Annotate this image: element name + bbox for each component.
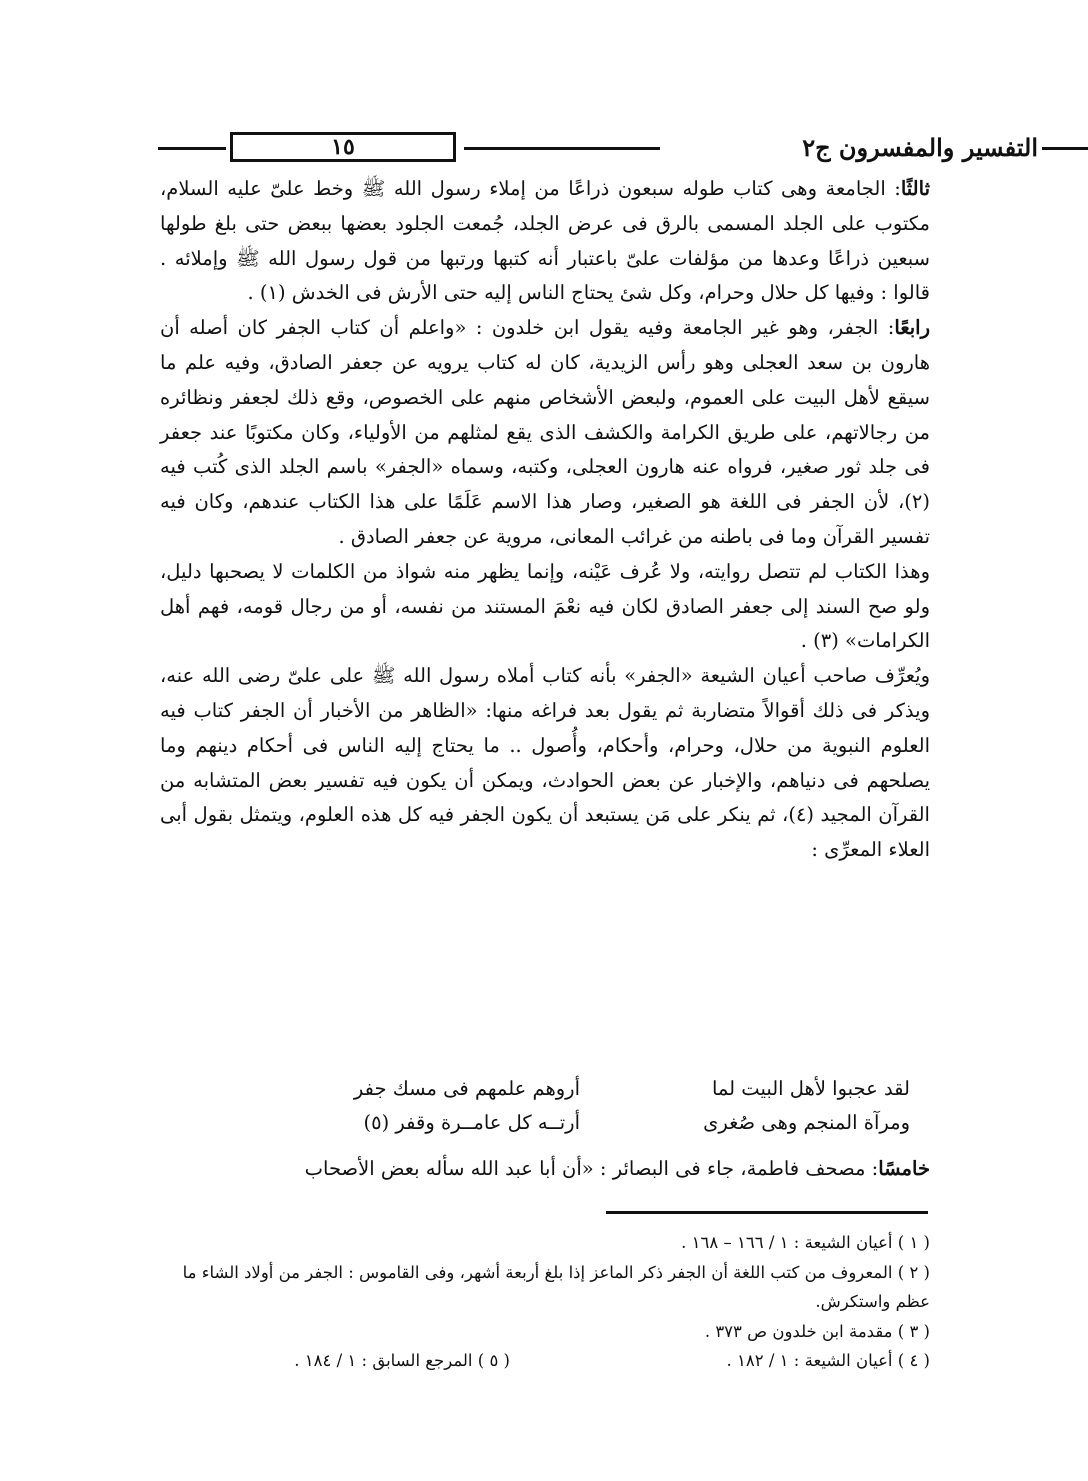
paragraph-fourth — [160, 311, 930, 555]
paragraph-text: : مصحف فاطمة، جاء فى البصائر : «أن أبا عبد الله سأله بعض الأصحاب — [304, 1157, 879, 1180]
verse-second-hemistich: أروهم علمهم فى مسك جفر — [353, 1077, 580, 1100]
footnote-4: ( ٤ ) أعيان الشيعة : ١ / ١٨٢ . — [726, 1351, 930, 1370]
footnote-row — [160, 1317, 930, 1347]
verse-second-hemistich: أرتــه كل عامــرة وقفر (٥) — [363, 1111, 580, 1134]
footnote-1: ( ١ ) أعيان الشيعة : ١ / ١٦٦ – ١٦٨ . — [681, 1233, 930, 1252]
header-rule-right — [1042, 147, 1088, 150]
running-title: التفسير والمفسرون ج٢ — [802, 133, 1038, 162]
paragraph-text: : الجامعة وهى كتاب طوله سبعون ذراعًا من إملاء رسول الله ﷺ وخط علىّ عليه السلام، مكتوب على الجلد المسمى بالرق فى عرض الجلد، جُمعت الجلود بعضها ببعض حتى بلغ طولها سبعين ذراعًا وعدها من مؤلفات علىّ باعتبار أنه كتبها ورتبها من قول رسول الله ﷺ وإملائه . قالوا : وفيها كل حلال وحرام، وكل شئ يحتاج الناس إليه حتى الأرش فى الخدش (١) . — [160, 177, 930, 305]
footnote-2: ( ٢ ) المعروف من كتب اللغة أن الجفر ذكر الماعز إذا بلغ أربعة أشهر، وفى القاموس : الجفر من أولاد الشاء ما عظم واستكرش. — [182, 1262, 930, 1311]
header-rule-middle — [464, 147, 660, 150]
poem — [270, 1072, 910, 1140]
verse-first-hemistich: ومرآة المنجم وهى صُغرى — [703, 1111, 910, 1134]
closing-paragraph — [160, 1152, 930, 1186]
header-rule-left — [158, 147, 226, 150]
paragraph-text: وهذا الكتاب لم تتصل روايته، ولا عُرف عَيْنه، وإنما يظهر منه شواذ من الكلمات لا يصحبها دليل، ولو صح السند إلى جعفر الصادق لكان فيه نعْمَ المستند من نفسه، أو من رجال قومه، فهم أهل الكرامات» (٣) . — [160, 559, 930, 653]
paragraph-text: ويُعرِّف صاحب أعيان الشيعة «الجفر» بأنه كتاب أملاه رسول الله ﷺ على علىّ رضى الله عنه، ويذكر فى ذلك أقوالاً متضاربة ثم يقول بعد فراغه منها: «الظاهر من الأخبار أن الجفر كتاب فيه العلوم النبوية من حلال، وحرام، وأحكام، وأُصول .. ما يحتاج إليه الناس فى أحكام دينهم وما يصلحهم فى دنياهم، والإخبار عن بعض الحوادث، ويمكن أن يكون فيه تفسير بعض المتشابه من القرآن المجيد (٤)، ثم ينكر على مَن يستبعد أن يكون الجفر فيه كل هذه العلوم، ويتمثل بقول أبى العلاء المعرِّى : — [160, 664, 930, 862]
paragraph-text: : الجفر، وهو غير الجامعة وفيه يقول ابن خلدون : «واعلم أن كتاب الجفر كان أصله أن هارون بن سعد العجلى وهو رأس الزيدية، كان له كتاب يرويه عن جعفر الصادق، وفيه علم ما سيقع لأهل البيت على العموم، ولبعض الأشخاص منهم على الخصوص، وقع ذلك لجعفر ونظائره من رجالاتهم، على طريق الكرامة والكشف الذى يقع لمثلهم من الأولياء، وكان مكتوبًا عند جعفر فى جلد ثور صغير، فرواه عنه هارون العجلى، وكتبه، وسماه «الجفر» باسم الجلد الذى كُتب فيه (٢)، لأن الجفر فى اللغة هو الصغير، وصار هذا الاسم عَلَمًا على هذا الكتاب عندهم، وكان فيه تفسير القرآن وما فى باطنه من غرائب المعانى، مروية عن جعفر الصادق . — [160, 316, 930, 548]
verse-first-hemistich: لقد عجبوا لأهل البيت لما — [711, 1077, 910, 1100]
paragraph-lead: رابعًا — [894, 316, 930, 340]
paragraph-lead: خامسًا — [878, 1157, 930, 1180]
page-number: ١٥ — [230, 132, 456, 162]
paragraph-jafr-note — [160, 555, 930, 659]
poem-verse — [270, 1072, 910, 1106]
paragraph-ayan-shia — [160, 659, 930, 868]
paragraph-lead: ثالثًا — [900, 177, 930, 200]
paragraph-third — [160, 172, 930, 311]
footnotes — [160, 1228, 930, 1376]
footnote-row — [160, 1346, 930, 1376]
footnote-5: ( ٥ ) المرجع السابق : ١ / ١٨٤ . — [294, 1351, 510, 1370]
footnote-3: ( ٣ ) مقدمة ابن خلدون ص ٣٧٣ . — [704, 1321, 930, 1341]
main-text — [160, 172, 930, 868]
page-header — [158, 128, 1038, 168]
poem-verse — [270, 1106, 910, 1140]
footnote-separator — [606, 1211, 928, 1214]
